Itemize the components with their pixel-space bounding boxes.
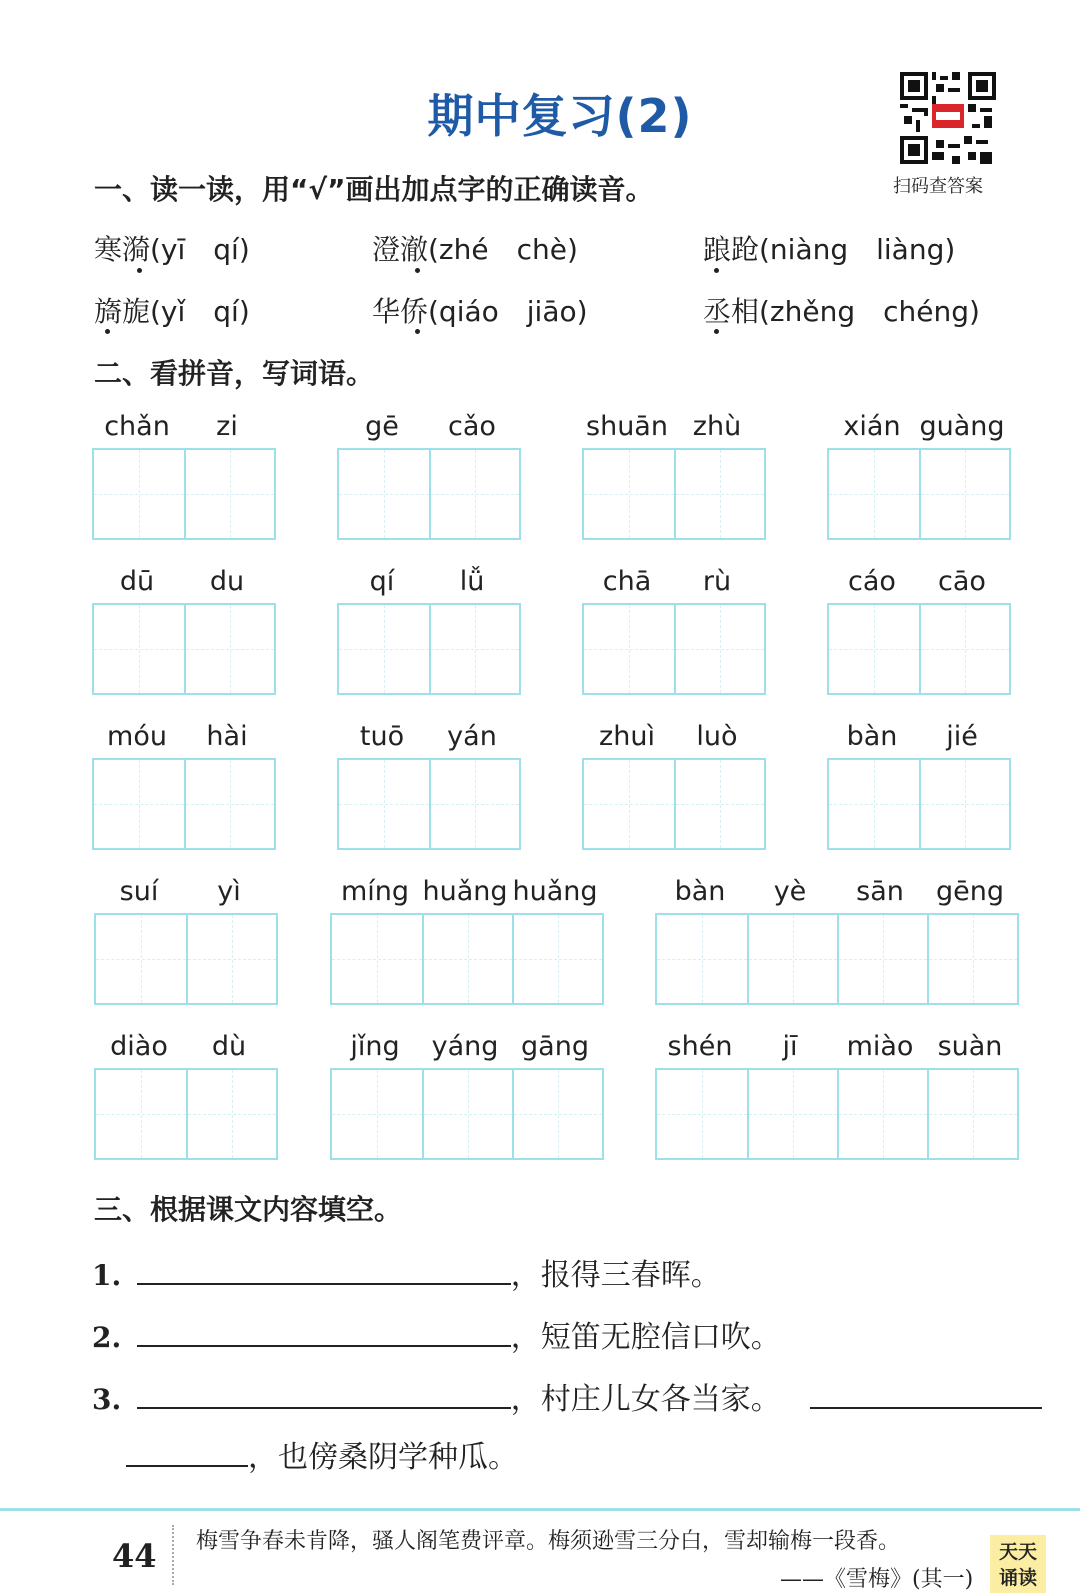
qr-label: 扫码查答案	[893, 176, 983, 197]
question-number: 2.	[92, 1321, 122, 1354]
writing-grid[interactable]	[94, 913, 278, 1005]
pinyin-syllable: huǎng	[422, 876, 508, 907]
writing-grid[interactable]	[337, 448, 521, 540]
pinyin-syllable: qí	[369, 566, 395, 597]
answer-blank[interactable]	[810, 1381, 1042, 1409]
section3-heading: 三、根据课文内容填空。	[94, 1193, 403, 1226]
pinyin-word	[330, 1031, 604, 1160]
pinyin-word	[92, 411, 276, 540]
pinyin-syllable: suàn	[937, 1031, 1003, 1062]
pinyin-syllable: guàng	[919, 411, 1005, 442]
pinyin-syllable: rù	[702, 566, 732, 597]
poem-source: ——《雪梅》(其一)	[780, 1567, 974, 1592]
writing-grid[interactable]	[582, 603, 766, 695]
pinyin-syllable: yè	[773, 876, 807, 907]
emphasis-dot	[415, 268, 420, 273]
pinyin-syllable: bàn	[674, 876, 726, 907]
pinyin-syllable: cāo	[938, 566, 986, 597]
emphasis-dot	[714, 268, 719, 273]
pinyin-syllable: zhù	[692, 411, 742, 442]
pinyin-syllable: jǐng	[350, 1031, 400, 1062]
footer-divider	[0, 1508, 1080, 1511]
answer-blank[interactable]	[137, 1257, 511, 1285]
pinyin-word	[337, 721, 521, 850]
writing-grid[interactable]	[827, 448, 1011, 540]
fill-question-2	[92, 1312, 781, 1356]
answer-blank[interactable]	[137, 1319, 511, 1347]
writing-grid[interactable]	[330, 913, 604, 1005]
pinyin-syllable: du	[209, 566, 245, 597]
pinyin-choice-item: 丞相(zhěng chéng)	[703, 295, 980, 328]
badge-line: 天天	[998, 1541, 1037, 1563]
footer-poem: 梅雪争春未肯降，骚人阁笔费评章。梅须逊雪三分白，雪却输梅一段香。	[196, 1529, 901, 1554]
pinyin-syllable: gē	[365, 411, 399, 442]
pinyin-syllable: zhuì	[599, 721, 655, 752]
pinyin-choice-item: 寒漪(yī qí)	[94, 233, 250, 266]
pinyin-choice-item: 华侨(qiáo jiāo)	[372, 295, 588, 328]
question-text: ，村庄儿女各当家。	[510, 1382, 781, 1417]
pinyin-syllable: sān	[856, 876, 904, 907]
badge-line: 诵读	[998, 1567, 1037, 1589]
pinyin-word	[582, 721, 766, 850]
pinyin-word	[94, 1031, 278, 1160]
answer-blank[interactable]	[126, 1439, 248, 1467]
pinyin-syllable: jī	[782, 1031, 798, 1062]
writing-grid[interactable]	[827, 603, 1011, 695]
pinyin-word	[92, 566, 276, 695]
emphasis-dot	[714, 329, 719, 334]
writing-grid[interactable]	[827, 758, 1011, 850]
pinyin-syllable: gēng	[935, 876, 1004, 907]
writing-grid[interactable]	[582, 758, 766, 850]
question-text: ，报得三春晖。	[510, 1258, 721, 1293]
pinyin-syllable: luò	[696, 721, 738, 752]
page-title: 期中复习(2)	[427, 89, 693, 143]
pinyin-syllable: cǎo	[448, 411, 496, 442]
pinyin-syllable: yáng	[431, 1031, 499, 1062]
pinyin-syllable: diào	[110, 1031, 168, 1062]
qr-code[interactable]	[900, 72, 996, 164]
pinyin-syllable: yì	[217, 876, 241, 907]
pinyin-word	[655, 1031, 1019, 1160]
pinyin-choice-item: 旖旎(yǐ qí)	[94, 295, 250, 328]
page-number: 44	[112, 1537, 157, 1575]
section1-heading: 一、读一读，用“√”画出加点字的正确读音。	[94, 173, 654, 206]
pinyin-syllable: dù	[211, 1031, 247, 1062]
pinyin-syllable: suí	[119, 876, 159, 907]
pinyin-syllable: cáo	[848, 566, 896, 597]
writing-grid[interactable]	[582, 448, 766, 540]
pinyin-word	[827, 566, 1011, 695]
question-text: ，也傍桑阴学种瓜。	[248, 1440, 518, 1475]
pinyin-word	[827, 411, 1011, 540]
pinyin-word	[337, 411, 521, 540]
writing-grid[interactable]	[330, 1068, 604, 1160]
writing-grid[interactable]	[92, 758, 276, 850]
fill-question-3	[92, 1374, 1042, 1418]
daily-recite-badge	[990, 1535, 1046, 1593]
pinyin-syllable: jié	[946, 721, 978, 752]
pinyin-word	[92, 721, 276, 850]
pinyin-syllable: chā	[602, 566, 652, 597]
writing-grid[interactable]	[337, 603, 521, 695]
pinyin-syllable: zi	[216, 411, 238, 442]
question-text: ，短笛无腔信口吹。	[510, 1320, 781, 1355]
question-number: 3.	[92, 1383, 122, 1416]
pinyin-choice-item: 澄澈(zhé chè)	[372, 233, 578, 266]
pinyin-syllable: shén	[667, 1031, 733, 1062]
pinyin-syllable: dū	[119, 566, 155, 597]
writing-grid[interactable]	[655, 1068, 1019, 1160]
pinyin-choice-item: 踉跄(niàng liàng)	[703, 233, 956, 266]
pinyin-syllable: huǎng	[512, 876, 598, 907]
writing-grid[interactable]	[337, 758, 521, 850]
pinyin-word	[582, 566, 766, 695]
pinyin-syllable: miào	[846, 1031, 914, 1062]
answer-blank[interactable]	[137, 1381, 511, 1409]
pinyin-syllable: tuō	[359, 721, 405, 752]
pinyin-syllable: shuān	[586, 411, 668, 442]
pinyin-syllable: chǎn	[104, 411, 170, 442]
pinyin-syllable: bàn	[846, 721, 898, 752]
pinyin-syllable: xián	[843, 411, 901, 442]
pinyin-word	[94, 876, 278, 1005]
pinyin-syllable: míng	[340, 876, 410, 907]
question-number: 1.	[92, 1259, 122, 1292]
pinyin-syllable: hài	[206, 721, 248, 752]
emphasis-dot	[415, 329, 420, 334]
pinyin-syllable: móu	[107, 721, 167, 752]
writing-grid[interactable]	[92, 603, 276, 695]
pinyin-syllable: lǚ	[459, 566, 485, 597]
pinyin-word	[582, 411, 766, 540]
pinyin-word	[827, 721, 1011, 850]
footer-separator	[172, 1525, 174, 1585]
fill-question-3-cont	[126, 1432, 518, 1476]
fill-question-1	[92, 1250, 721, 1294]
pinyin-syllable: gāng	[521, 1031, 589, 1062]
writing-grid[interactable]	[94, 1068, 278, 1160]
pinyin-word	[330, 876, 604, 1005]
emphasis-dot	[105, 329, 110, 334]
writing-grid[interactable]	[655, 913, 1019, 1005]
pinyin-word	[655, 876, 1019, 1005]
pinyin-word	[337, 566, 521, 695]
pinyin-syllable: yán	[447, 721, 497, 752]
writing-grid[interactable]	[92, 448, 276, 540]
section2-heading: 二、看拼音，写词语。	[94, 357, 375, 390]
emphasis-dot	[137, 268, 142, 273]
